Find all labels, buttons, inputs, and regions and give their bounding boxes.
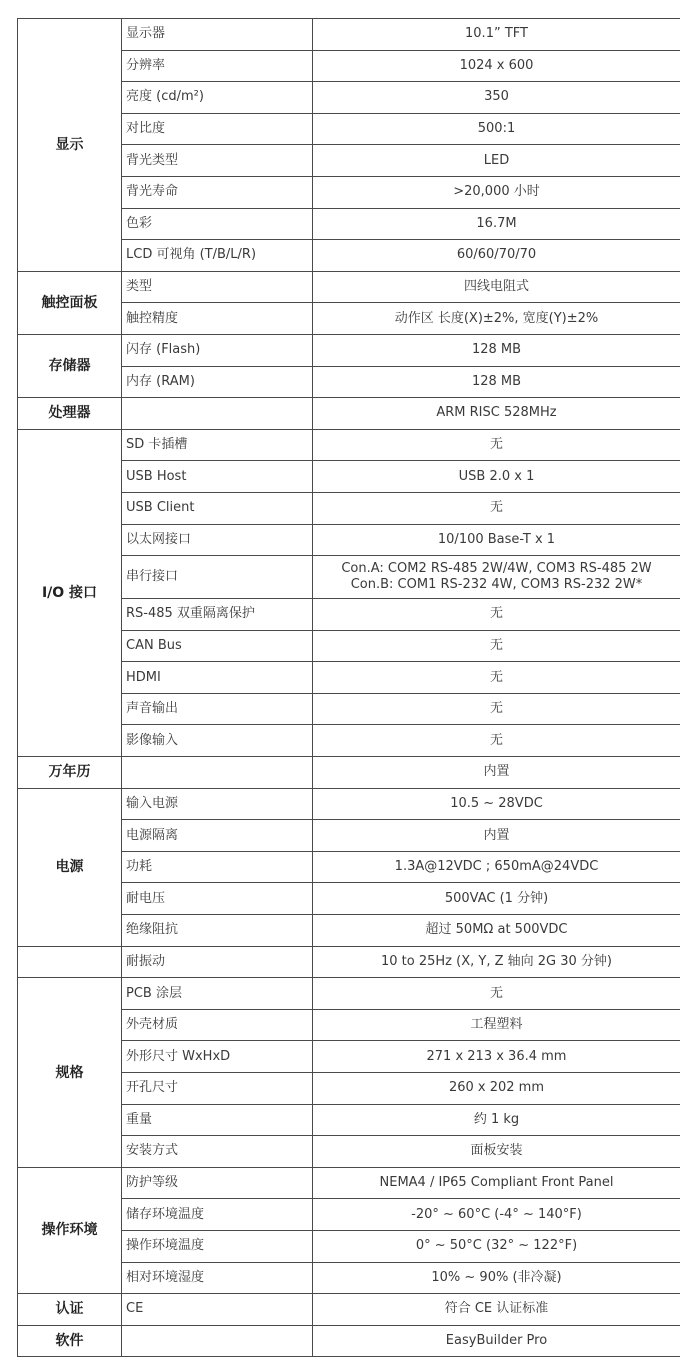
- row-label: 耐振动: [122, 946, 313, 978]
- row-value: 无: [313, 693, 680, 725]
- row-label: 类型: [122, 271, 313, 303]
- row-label: 闪存 (Flash): [122, 334, 313, 366]
- row-label: 分辨率: [122, 50, 313, 82]
- row-label: CAN Bus: [122, 630, 313, 662]
- row-label: 触控精度: [122, 303, 313, 335]
- row-value: -20° ~ 60°C (-4° ~ 140°F): [313, 1199, 680, 1231]
- row-label: 储存环境温度: [122, 1199, 313, 1231]
- row-label-empty: [122, 757, 313, 789]
- row-label: 以太网接口: [122, 524, 313, 556]
- row-value: 无: [313, 492, 680, 524]
- category-io: I/O 接口: [18, 429, 122, 756]
- row-label: 色彩: [122, 208, 313, 240]
- table-row: [18, 1325, 680, 1357]
- row-value: >20,000 小时: [313, 176, 680, 208]
- row-label: CE: [122, 1294, 313, 1326]
- row-value: 动作区 长度(X)±2%, 宽度(Y)±2%: [313, 303, 680, 335]
- row-label: 背光类型: [122, 145, 313, 177]
- row-value: NEMA4 / IP65 Compliant Front Panel: [313, 1167, 680, 1199]
- row-value: 无: [313, 630, 680, 662]
- category-storage: 存储器: [18, 334, 122, 397]
- row-value: 10 to 25Hz (X, Y, Z 轴向 2G 30 分钟): [313, 946, 680, 978]
- row-value: 500:1: [313, 113, 680, 145]
- row-value: 10% ~ 90% (非冷凝): [313, 1262, 680, 1294]
- row-label: 电源隔离: [122, 820, 313, 852]
- row-value: 60/60/70/70: [313, 240, 680, 272]
- spec-table: [17, 18, 680, 1357]
- category-processor: 处理器: [18, 398, 122, 430]
- row-value: [313, 556, 680, 599]
- category-environment: 操作环境: [18, 1167, 122, 1293]
- row-label: 耐电压: [122, 883, 313, 915]
- row-label: 绝缘阻抗: [122, 915, 313, 947]
- row-value: 无: [313, 429, 680, 461]
- row-value: 128 MB: [313, 366, 680, 398]
- row-label: 对比度: [122, 113, 313, 145]
- serial-line-a: Con.A: COM2 RS-485 2W/4W, COM3 RS-485 2W: [341, 561, 652, 577]
- row-value: 0° ~ 50°C (32° ~ 122°F): [313, 1230, 680, 1262]
- row-label: 功耗: [122, 851, 313, 883]
- category-rtc: 万年历: [18, 757, 122, 789]
- row-label: SD 卡插槽: [122, 429, 313, 461]
- category-display: 显示: [18, 19, 122, 272]
- row-label: 相对环境湿度: [122, 1262, 313, 1294]
- row-label: USB Client: [122, 492, 313, 524]
- row-value: 约 1 kg: [313, 1104, 680, 1136]
- row-label: 安装方式: [122, 1136, 313, 1168]
- table-row: [18, 1167, 680, 1199]
- table-row: [18, 788, 680, 820]
- row-label: 显示器: [122, 19, 313, 51]
- row-value: 260 x 202 mm: [313, 1073, 680, 1105]
- row-label: 重量: [122, 1104, 313, 1136]
- table-row: [18, 429, 680, 461]
- category-power: 电源: [18, 788, 122, 946]
- category-certification: 认证: [18, 1294, 122, 1326]
- table-row: [18, 946, 680, 978]
- row-value: USB 2.0 x 1: [313, 461, 680, 493]
- row-value: 10.1” TFT: [313, 19, 680, 51]
- row-label: PCB 涂层: [122, 978, 313, 1010]
- table-row: [18, 334, 680, 366]
- row-value: ARM RISC 528MHz: [313, 398, 680, 430]
- table-row: [18, 271, 680, 303]
- row-value: 无: [313, 662, 680, 694]
- row-label: 防护等级: [122, 1167, 313, 1199]
- row-value: 面板安装: [313, 1136, 680, 1168]
- category-empty: [18, 946, 122, 978]
- row-value: 128 MB: [313, 334, 680, 366]
- row-value: 350: [313, 82, 680, 114]
- row-value: LED: [313, 145, 680, 177]
- row-label: 声音输出: [122, 693, 313, 725]
- row-label: 外壳材质: [122, 1009, 313, 1041]
- row-label: 内存 (RAM): [122, 366, 313, 398]
- row-label: 操作环境温度: [122, 1230, 313, 1262]
- row-label: 输入电源: [122, 788, 313, 820]
- row-label: 开孔尺寸: [122, 1073, 313, 1105]
- row-value: 无: [313, 599, 680, 631]
- row-value: 271 x 213 x 36.4 mm: [313, 1041, 680, 1073]
- row-label: LCD 可视角 (T/B/L/R): [122, 240, 313, 272]
- table-row: [18, 1294, 680, 1326]
- row-value: 无: [313, 978, 680, 1010]
- row-value: 工程塑料: [313, 1009, 680, 1041]
- row-value: 符合 CE 认证标准: [313, 1294, 680, 1326]
- row-value: 超过 50MΩ at 500VDC: [313, 915, 680, 947]
- row-value: EasyBuilder Pro: [313, 1325, 680, 1357]
- category-software: 软件: [18, 1325, 122, 1357]
- table-row: [18, 19, 680, 51]
- table-row: [18, 757, 680, 789]
- row-label: RS-485 双重隔离保护: [122, 599, 313, 631]
- row-value: 内置: [313, 757, 680, 789]
- row-value: 16.7M: [313, 208, 680, 240]
- row-value: 无: [313, 725, 680, 757]
- row-label-empty: [122, 1325, 313, 1357]
- row-label-empty: [122, 398, 313, 430]
- table-row: [18, 398, 680, 430]
- row-value: 10.5 ~ 28VDC: [313, 788, 680, 820]
- row-value: 内置: [313, 820, 680, 852]
- category-touch-panel: 触控面板: [18, 271, 122, 334]
- row-label: 亮度 (cd/m²): [122, 82, 313, 114]
- row-value: 1024 x 600: [313, 50, 680, 82]
- row-label: 串行接口: [122, 556, 313, 599]
- category-spec: 规格: [18, 978, 122, 1168]
- row-label: 背光寿命: [122, 176, 313, 208]
- row-value: 500VAC (1 分钟): [313, 883, 680, 915]
- row-value: 四线电阻式: [313, 271, 680, 303]
- row-label: 影像输入: [122, 725, 313, 757]
- row-value: 1.3A@12VDC ; 650mA@24VDC: [313, 851, 680, 883]
- row-label: HDMI: [122, 662, 313, 694]
- serial-line-b: Con.B: COM1 RS-232 4W, COM3 RS-232 2W*: [350, 577, 643, 593]
- table-row: [18, 978, 680, 1010]
- row-label: USB Host: [122, 461, 313, 493]
- row-label: 外形尺寸 WxHxD: [122, 1041, 313, 1073]
- row-value: 10/100 Base-T x 1: [313, 524, 680, 556]
